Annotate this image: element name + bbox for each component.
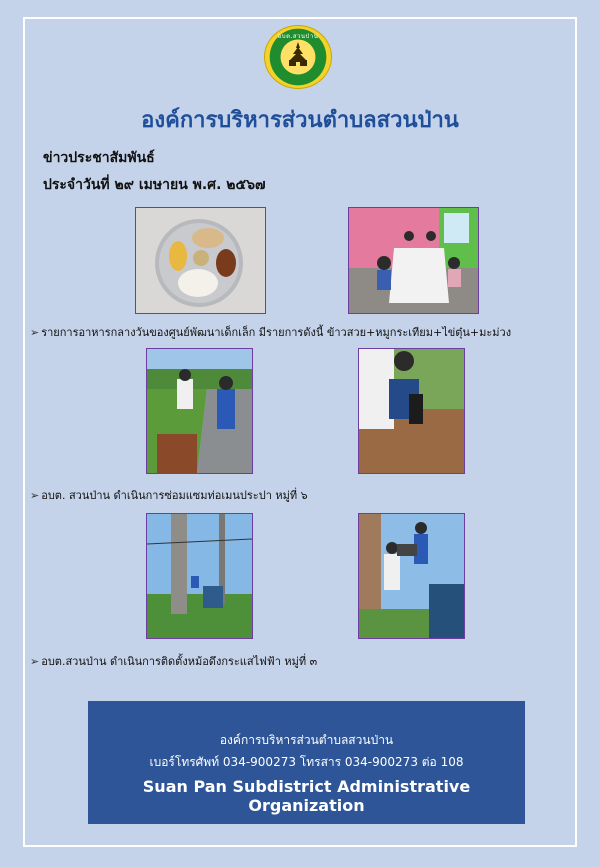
news-heading: ข่าวประชาสัมพันธ์ — [43, 150, 155, 166]
pipe-dig-repair-photo — [358, 348, 465, 474]
news-caption-1 — [30, 323, 511, 341]
news-caption-2 — [30, 486, 308, 504]
date-line: ประจำวันที่ ๒๙ เมษายน พ.ศ. ๒๕๖๗ — [43, 177, 266, 193]
footer-org-name-en: Suan Pan Subdistrict Administrative Organization — [142, 777, 471, 815]
news-caption-1-text: รายการอาหารกลางวันของศูนย์พัฒนาเด็กเล็ก มีรายการดังนี้ ข้าวสวย+หมูกระเทียม+ไข่ตุ๋น+มะม่วง — [41, 326, 512, 339]
children-eating-photo — [348, 207, 479, 314]
food-tray-photo — [135, 207, 266, 314]
contact-footer — [88, 701, 525, 824]
footer-phone-line: เบอร์โทรศัพท์ 034-900273 โทรสาร 034-900273 ต่อ 108 — [149, 755, 464, 769]
arrow-icon: ➢ — [30, 489, 40, 502]
logo-text: อบต.สวนป่าน — [277, 33, 319, 40]
news-caption-2-text: อบต. สวนป่าน ดำเนินการซ่อมแซมท่อเมนประปา หมู่ที่ ๖ — [41, 489, 308, 502]
arrow-icon: ➢ — [30, 655, 40, 668]
pump-install-photo — [358, 513, 465, 639]
roadside-pipe-repair-photo — [146, 348, 253, 474]
news-caption-3 — [30, 652, 317, 670]
page-title: องค์การบริหารส่วนตำบลสวนป่าน — [141, 108, 459, 133]
organization-logo — [264, 25, 332, 89]
electric-pole-photo — [146, 513, 253, 639]
temple-icon — [287, 42, 309, 68]
arrow-icon: ➢ — [30, 326, 40, 339]
news-caption-3-text: อบต.สวนป่าน ดำเนินการติดตั้งหม้อดึงกระแสไฟฟ้า หมู่ที่ ๓ — [41, 655, 318, 668]
footer-org-name: องค์การบริหารส่วนตำบลสวนป่าน — [219, 733, 394, 747]
